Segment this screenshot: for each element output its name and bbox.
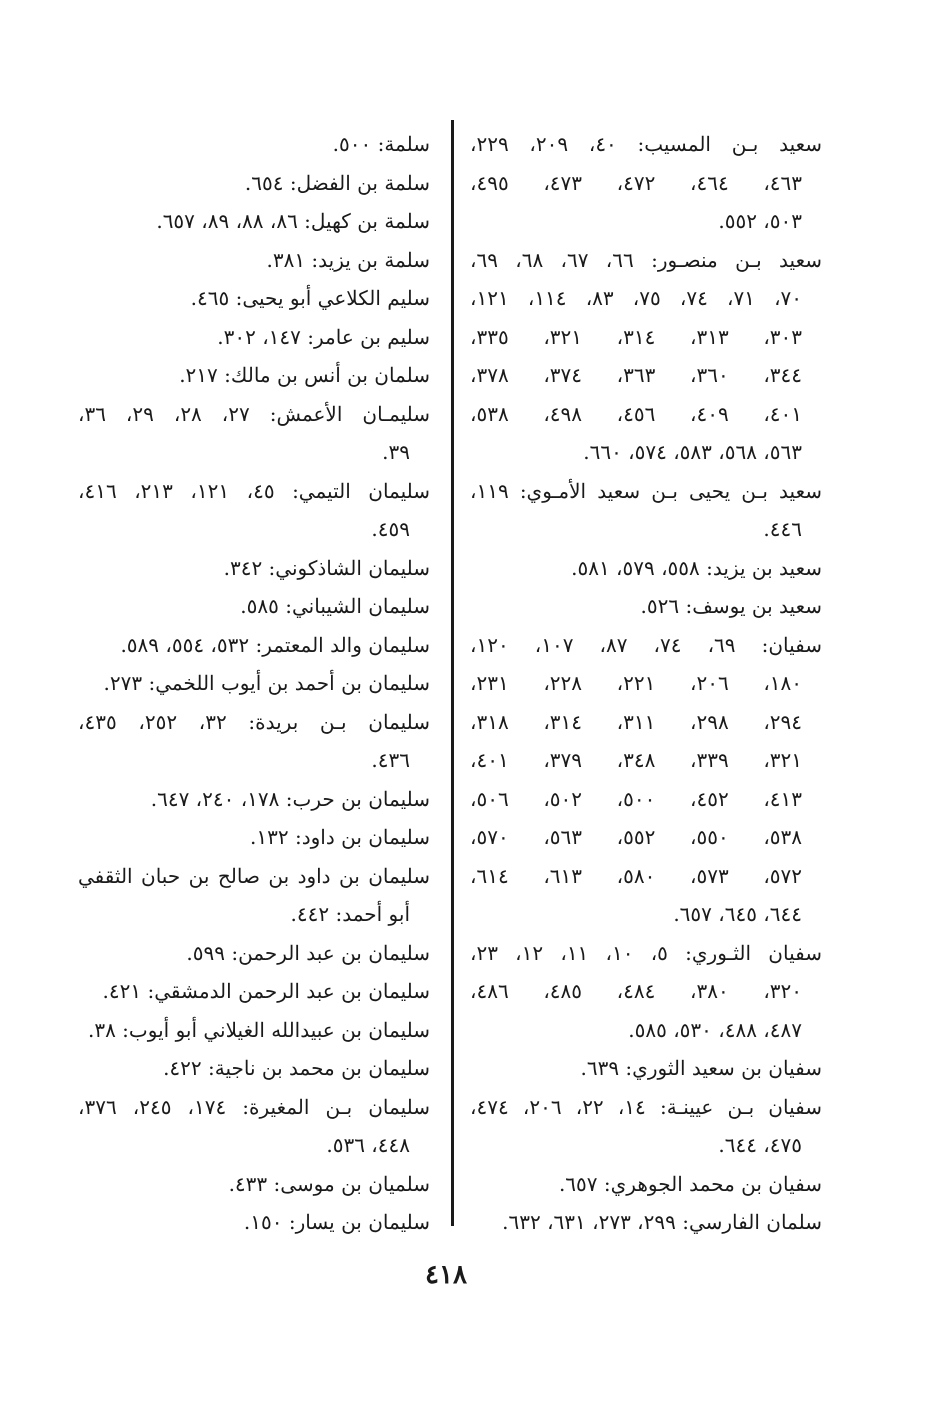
index-entry: سليمان بن أحمد بن أيوب اللخمي: ٢٧٣. xyxy=(103,671,430,695)
page-number: ٤١٨ xyxy=(425,1260,467,1290)
index-entry: سليمان بن داود: ١٣٢. xyxy=(250,825,430,849)
index-entry: سليمان بن حرب: ١٧٨، ٢٤٠، ٦٤٧. xyxy=(150,786,430,811)
index-entry-continuation: ٥٦٣، ٥٦٨، ٥٨٣، ٥٧٤، ٦٦٠. xyxy=(583,440,802,464)
index-entry: سلمة: ٥٠٠. xyxy=(332,132,430,156)
index-entry: سليم الكلاعي أبو يحيى: ٤٦٥. xyxy=(190,286,430,310)
index-entry: سليمان التيمي: ٤٥، ١٢١، ٢١٣، ٤١٦، xyxy=(78,478,430,503)
index-entry: سعيد بـن يحيى بـن سعيد الأمـوي: ١١٩، xyxy=(470,478,822,503)
index-entry-continuation: ٦٤٤، ٦٤٥، ٦٥٧. xyxy=(673,902,802,926)
index-entry: سعيد بـن المسيب: ٤٠، ٢٠٩، ٢٢٩، xyxy=(470,132,822,156)
index-entry: سلمان الفارسي: ٢٩٩، ٢٧٣، ٦٣١، ٦٣٢. xyxy=(502,1210,822,1234)
index-entry: سليمان والد المعتمر: ٥٣٢، ٥٥٤، ٥٨٩. xyxy=(120,632,430,657)
index-entry: سليمـان الأعمش: ٢٧، ٢٨، ٢٩، ٣٦، xyxy=(78,401,430,426)
index-entry-continuation: ٤١٣، ٤٥٢، ٥٠٠، ٥٠٢، ٥٠٦، xyxy=(470,786,803,811)
index-entry-continuation: ٣٢١، ٣٣٩، ٣٤٨، ٣٧٩، ٤٠١، xyxy=(470,748,803,772)
index-entry: سليمان بن محمد بن ناجية: ٤٢٢. xyxy=(163,1056,430,1080)
index-entry-continuation: ٣٠٣، ٣١٣، ٣١٤، ٣٢١، ٣٣٥، xyxy=(470,324,803,349)
index-entry-continuation: ٤٤٦. xyxy=(763,517,802,541)
index-entry-continuation: ٣٢٠، ٣٨٠، ٤٨٤، ٤٨٥، ٤٨٦، xyxy=(470,979,803,1003)
index-entry: سليمان بن عبد الرحمن: ٥٩٩. xyxy=(186,940,430,965)
index-entry: سليمان بـن المغيرة: ١٧٤، ٢٤٥، ٣٧٦، xyxy=(78,1094,430,1119)
index-entry: سليمان الشيباني: ٥٨٥. xyxy=(240,594,430,618)
index-entry: سلمة بن الفضل: ٦٥٤. xyxy=(244,170,430,195)
index-entry: سليمان بن داود بن صالح بن حبان الثقفي xyxy=(78,863,430,888)
index-entry: سليمان الشاذكوني: ٣٤٢. xyxy=(223,555,430,580)
index-entry: سلميان بن موسى: ٤٣٣. xyxy=(228,1171,430,1196)
index-entry-continuation: ٥٣٨، ٥٥٠، ٥٥٢، ٥٦٣، ٥٧٠، xyxy=(470,825,803,849)
index-entry: سفيان بن محمد الجوهري: ٦٥٧. xyxy=(558,1171,822,1196)
index-column-right xyxy=(470,125,822,1242)
index-entry-continuation: ٤٤٨، ٥٣٦. xyxy=(326,1133,410,1157)
index-entry: سليمان بن يسار: ١٥٠. xyxy=(243,1210,430,1234)
index-entry-continuation: ١٨٠، ٢٠٦، ٢٢١، ٢٢٨، ٢٣١، xyxy=(470,671,803,695)
index-entry: سفيان بـن عيينـة: ١٤، ٢٢، ٢٠٦، ٤٧٤، xyxy=(470,1094,822,1119)
index-entry: سليمان بن عبد الرحمن الدمشقي: ٤٢١. xyxy=(102,979,430,1003)
index-entry: سعيد بـن منصـور: ٦٦، ٦٧، ٦٨، ٦٩، xyxy=(470,247,822,272)
index-entry-continuation: ٣٤٤، ٣٦٠، ٣٦٣، ٣٧٤، ٣٧٨، xyxy=(470,363,803,387)
index-entry-continuation: أبو أحمد: ٤٤٢. xyxy=(290,902,410,926)
index-entry: سليمان بـن بريدة: ٣٢، ٢٥٢، ٤٣٥، xyxy=(78,709,430,734)
index-entry-continuation: ٤٣٦. xyxy=(371,748,410,772)
index-entry-continuation: ٤٧٥، ٦٤٤. xyxy=(718,1133,802,1157)
index-column-left xyxy=(78,125,430,1242)
index-entry: سعيد بن يوسف: ٥٢٦. xyxy=(640,594,822,618)
index-entry: سفيان الثـوري: ٥، ١٠، ١١، ١٢، ٢٣، xyxy=(470,940,822,965)
index-entry-continuation: ٤٨٧، ٤٨٨، ٥٣٠، ٥٨٥. xyxy=(628,1017,802,1042)
index-entry-continuation: ٤٠١، ٤٠٩، ٤٥٦، ٤٩٨، ٥٣٨، xyxy=(470,401,803,426)
index-entry: سليمان بن عبيدالله الغيلاني أبو أيوب: ٣٨. xyxy=(87,1017,430,1042)
index-entry: سعيد بن يزيد: ٥٥٨، ٥٧٩، ٥٨١. xyxy=(571,555,822,580)
index-entry-continuation: ٥٧٢، ٥٧٣، ٥٨٠، ٦١٣، ٦١٤، xyxy=(470,863,803,888)
index-entry-continuation: ٤٦٣، ٤٦٤، ٤٧٢، ٤٧٣، ٤٩٥، xyxy=(470,170,803,195)
index-entry: سلمان بن أنس بن مالك: ٢١٧. xyxy=(179,363,430,387)
index-entry: سفيان بن سعيد الثوري: ٦٣٩. xyxy=(580,1056,822,1080)
index-entry-continuation: ٤٥٩. xyxy=(371,517,410,541)
index-entry: سلمة بن يزيد: ٣٨١. xyxy=(266,247,430,272)
index-entry: سليم بن عامر: ١٤٧، ٣٠٢. xyxy=(217,324,430,349)
index-entry-continuation: ٧٠، ٧١، ٧٤، ٧٥، ٨٣، ١١٤، ١٢١، xyxy=(470,286,803,310)
index-entry: سفيان: ٦٩، ٧٤، ٨٧، ١٠٧، ١٢٠، xyxy=(470,632,822,657)
index-entry-continuation: ٣٩. xyxy=(382,440,410,464)
index-entry: سلمة بن كهيل: ٨٦، ٨٨، ٨٩، ٦٥٧. xyxy=(156,209,430,233)
index-entry-continuation: ٢٩٤، ٢٩٨، ٣١١، ٣١٤، ٣١٨، xyxy=(470,709,803,734)
column-divider xyxy=(451,120,454,1226)
index-entry-continuation: ٥٠٣، ٥٥٢. xyxy=(718,209,802,233)
